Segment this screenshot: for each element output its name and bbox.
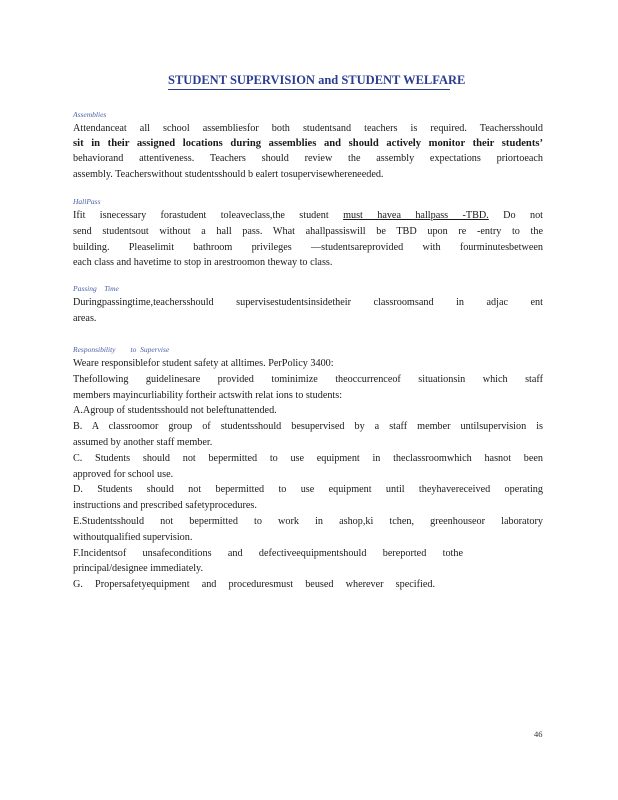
section-heading-hall-pass: HallPass	[73, 197, 101, 206]
hall-pass-requirement: must havea hallpass -TBD.	[343, 210, 489, 221]
paragraph-line: behaviorand attentiveness. Teachers should review the assembly expectations priortoeach	[73, 152, 543, 164]
section-passing-time	[73, 284, 543, 327]
page-title: STUDENT SUPERVISION and STUDENT WELFARE	[168, 73, 450, 90]
list-item-continuation: assumed by another staff member.	[73, 436, 213, 448]
paragraph-line: Thefollowing guidelinesare provided tominimize theoccurrenceof situationsin which staff	[73, 373, 543, 385]
paragraph-line: Attendanceat all school assembliesfor both studentsand teachers is required. Teachersshould	[73, 123, 543, 134]
section-heading-passing-time: Passing Time	[73, 284, 119, 293]
list-item-continuation: withoutqualified supervision.	[73, 531, 193, 543]
list-item: D. Students should not bepermitted to use equipment until theyhavereceived operating	[73, 484, 543, 496]
list-item: E.Studentsshould not bepermitted to work in ashop,ki tchen, greenhouseor laboratory	[73, 515, 543, 527]
hall-pass-text: Ifit isnecessary forastudent toleaveclass,the student	[73, 210, 344, 221]
list-item: G. Propersafetyequipment and proceduresmust beused wherever specified.	[73, 579, 435, 591]
paragraph-line	[73, 208, 543, 224]
list-item: B. A classroomor group of studentsshould besupervised by a staff member untilsupervision is	[73, 421, 543, 433]
list-item: F.Incidentsof unsafeconditions and defectiveequipmentshould bereported tothe	[73, 547, 463, 559]
paragraph-line: send studentsout without a hall pass. What ahallpassiswill be TBD upon re -entry to the	[73, 225, 543, 237]
section-heading-responsibility: Responsibility to Supervise	[73, 345, 170, 354]
page-number: 46	[534, 729, 543, 739]
list-item: C. Students should not bepermitted to use equipment in theclassroomwhich hasnot been	[73, 452, 543, 464]
section-heading-assemblies: Assemblies	[73, 110, 107, 119]
section-responsibility	[73, 345, 543, 593]
paragraph-line: each class and havetime to stop in arestroomon theway to class.	[73, 257, 333, 269]
paragraph-line: members mayincurliability fortheir actswith relat ions to students:	[73, 389, 343, 401]
paragraph-line: sit in their assigned locations during assemblies and should actively monitor their students’	[73, 137, 543, 149]
hall-pass-text: Do not	[488, 210, 543, 221]
paragraph-line: Weare responsiblefor student safety at alltimes. PerPolicy 3400:	[73, 358, 334, 369]
paragraph-line: assembly. Teacherswithout studentsshould b ealert tosupervisewhereneeded.	[73, 168, 384, 180]
list-item-continuation: approved for school use.	[73, 468, 174, 480]
paragraph-line: areas.	[73, 312, 97, 324]
list-item-continuation: principal/designee immediately.	[73, 563, 204, 575]
list-item-continuation: instructions and prescribed safetyprocedures.	[73, 500, 257, 512]
section-hall-pass	[73, 197, 543, 271]
paragraph-line: Duringpassingtime,teachersshould supervisestudentsinsidetheir classroomsand in adjac ent	[73, 297, 543, 308]
paragraph-line: building. Pleaselimit bathroom privileges —studentsareprovided with fourminutesbetween	[73, 241, 543, 253]
section-assemblies	[73, 110, 543, 182]
list-item: A.Agroup of studentsshould not beleftunattended.	[73, 405, 277, 417]
